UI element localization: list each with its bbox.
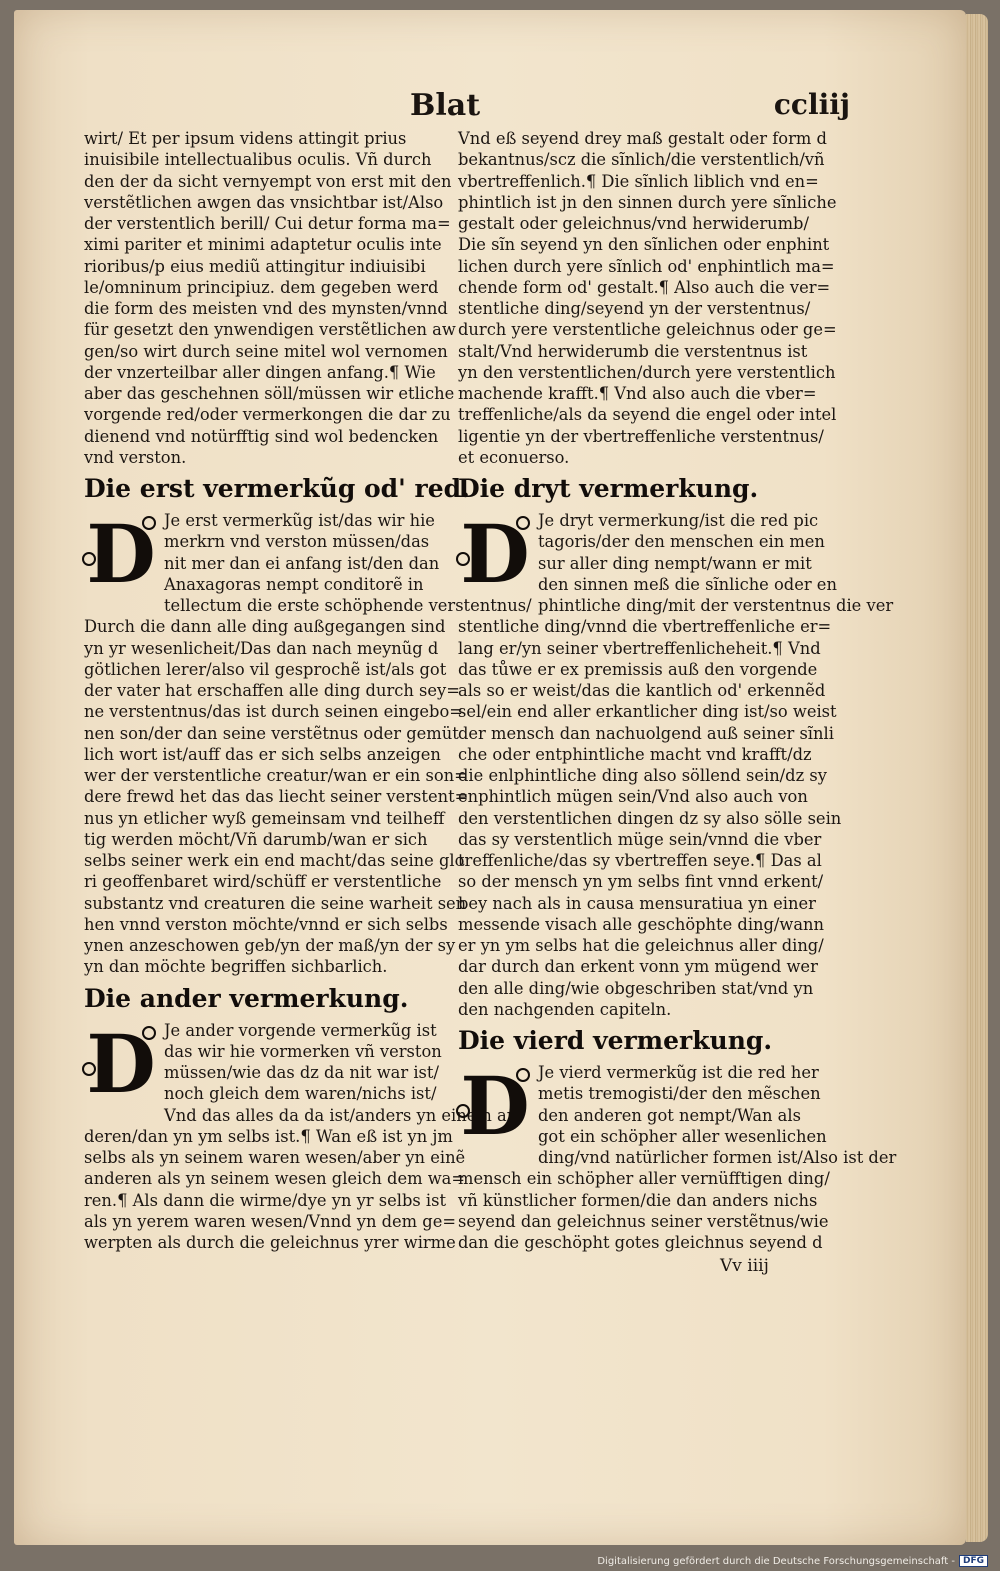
text-line: Je vierd vermerkũg ist die red her	[538, 1063, 819, 1082]
text-line: gestalt oder geleichnus/vnd herwiderumb/	[458, 214, 809, 233]
text-line: Je ander vorgende vermerkũg ist	[164, 1020, 437, 1040]
text-line: verstẽtlichen awgen das vnsichtbar ist/Also	[84, 192, 444, 212]
text-line: rioribus/p eius mediũ attingitur indiuisibi	[84, 256, 426, 276]
text-line: stalt/Vnd herwiderumb die verstentnus ist	[458, 341, 808, 361]
text-line: lich wort ist/auff das er sich selbs anzeigen	[84, 744, 441, 764]
text-line: treffenliche/das sy vbertreffen seye.¶ Das al	[458, 851, 822, 870]
credit-text: Digitalisierung gefördert durch die Deutsche Forschungsgemeinschaft -	[597, 1555, 955, 1567]
text-line: ren.¶ Als dann die wirme/dye yn yr selbs ist	[84, 1190, 447, 1210]
text-line: wer der verstentliche creatur/wan er ein son=	[84, 766, 468, 785]
text-line: götlichen lerer/also vil gesprochẽ ist/als got	[84, 659, 447, 679]
text-line: deren/dan yn ym selbs ist.¶ Wan eß ist yn jm	[84, 1126, 453, 1146]
text-line: den sinnen meß die sĩnliche oder en	[538, 574, 837, 594]
text-line: Je dryt vermerkung/ist die red pic	[538, 511, 819, 530]
text-line: als so er weist/das die kantlich od' erkennẽd	[458, 681, 826, 700]
text-line: noch gleich dem waren/nichs ist/	[164, 1084, 437, 1104]
text-line: nen son/der dan seine verstẽtnus oder gemüt	[84, 723, 459, 743]
text-line: vorgende red/oder vermerkongen die dar zu	[84, 405, 451, 425]
text-line: dar durch dan erkent vonn ym mügend wer	[458, 957, 818, 977]
decorated-initial: D	[458, 1064, 532, 1148]
text-line: inuisibile intellectualibus oculis. Vñ durch	[84, 150, 432, 170]
text-line: Vnd eß seyend drey maß gestalt oder form d	[458, 129, 827, 148]
text-line: phintlich ist jn den sinnen durch yere sĩnliche	[458, 192, 837, 212]
text-line: sel/ein end aller erkantlicher ding ist/so weist	[458, 702, 837, 722]
text-line: bekantnus/scz die sĩnlich/die verstentlich/vñ	[458, 150, 825, 170]
text-line: ne verstentnus/das ist durch seinen eingebo=	[84, 702, 463, 722]
text-line: durch yere verstentliche geleichnus oder ge=	[458, 320, 837, 340]
text-line: merkrn vnd verston müssen/das	[164, 532, 430, 552]
text-line: der vnzerteilbar aller dingen anfang.¶ Wie	[84, 362, 436, 382]
text-line: den alle ding/wie obgeschriben stat/vnd yn	[458, 978, 814, 998]
text-line: Durch die dann alle ding außgegangen sind	[84, 617, 446, 637]
text-line: messende visach alle geschöphte ding/wann	[458, 914, 825, 934]
text-line: lichen durch yere sĩnlich od' enphintlich ma=	[458, 256, 835, 276]
dfg-logo: DFG	[959, 1555, 988, 1567]
text-line: den verstentlichen dingen dz sy also sölle sein	[458, 808, 842, 828]
right-intro-text	[458, 128, 837, 468]
text-line: stentliche ding/seyend yn der verstentnus/	[458, 299, 811, 318]
page-edge	[966, 14, 988, 1542]
text-line: ximi pariter et minimi adaptetur oculis inte	[84, 235, 442, 255]
text-line: treffenliche/als da seyend die engel oder intel	[458, 405, 837, 425]
section-heading-3: Die dryt vermerkung.	[458, 474, 759, 503]
text-line: müssen/wie das dz da nit war ist/	[164, 1063, 439, 1082]
text-line: der mensch dan nachuolgend auß seiner sĩnli	[458, 723, 834, 743]
text-line: stentliche ding/vnnd die vbertreffenliche er=	[458, 617, 832, 637]
text-line: gen/so wirt durch seine mitel wol vernomen	[84, 341, 448, 361]
text-line: ri geoffenbaret wird/schüff er verstentliche	[84, 872, 442, 892]
section-heading-1: Die erst vermerkũg od' red.	[84, 474, 470, 503]
text-line: Die sĩn seyend yn den sĩnlichen oder enphint	[458, 235, 830, 255]
text-line: got ein schöpher aller wesenlichen	[538, 1126, 827, 1146]
text-line: den nachgenden capiteln.	[458, 999, 672, 1019]
text-line: enphintlich mügen sein/Vnd also auch von	[458, 787, 808, 807]
text-line: das tůwe er ex premissis auß den vorgende	[458, 659, 818, 679]
section-2-body	[84, 1016, 518, 1254]
section-heading-2: Die ander vermerkung.	[84, 983, 409, 1013]
text-line: hen vnnd verston möchte/vnnd er sich selbs	[84, 914, 448, 934]
text-line: substantz vnd creaturen die seine warheit sen	[84, 893, 467, 913]
text-line: ynen anzeschowen geb/yn der maß/yn der sy	[84, 936, 456, 955]
text-line: so der mensch yn ym selbs fint vnnd erkent/	[458, 872, 824, 892]
text-line: bey nach als in causa mensuratiua yn einer	[458, 893, 816, 913]
text-line: den der da sicht vernyempt von erst mit den	[84, 171, 452, 191]
text-line: et econuerso.	[458, 447, 570, 467]
left-intro-text	[84, 128, 456, 468]
text-line: le/omninum principiuz. dem gegeben werd	[84, 277, 439, 297]
folio-number: ccliij	[773, 88, 850, 121]
text-line: tagoris/der den menschen ein men	[538, 532, 825, 552]
text-line: che oder entphintliche macht vnd krafft/dz	[458, 744, 812, 764]
text-line: vnd verston.	[84, 447, 187, 467]
text-line: Vnd das alles da da ist/anders yn einem an	[164, 1105, 518, 1125]
text-line: tig werden möcht/Vñ darumb/wan er sich	[84, 829, 428, 849]
text-line: dienend vnd notürfftig sind wol bedencken	[84, 426, 439, 446]
text-line: der vater hat erschaffen alle ding durch sey=	[84, 681, 460, 700]
text-line: den anderen got nempt/Wan als	[538, 1105, 801, 1125]
section-heading-4: Die vierd vermerkung.	[458, 1026, 773, 1055]
text-line: yn dan möchte begriffen sichbarlich.	[84, 957, 388, 977]
text-line: seyend dan geleichnus seiner verstẽtnus/wie	[458, 1211, 829, 1231]
text-line: chende form od' gestalt.¶ Also auch die ver=	[458, 277, 831, 297]
text-line: für gesetzt den ynwendigen verstẽtlichen aw	[84, 320, 456, 340]
digitization-credit	[597, 1555, 988, 1567]
right-column	[458, 128, 897, 1253]
text-line: phintliche ding/mit der verstentnus die ver	[538, 596, 894, 615]
text-line: mensch ein schöpher aller vernüfftigen ding/	[458, 1169, 830, 1189]
text-line: der verstentlich berill/ Cui detur forma ma=	[84, 214, 451, 233]
section-4-body	[458, 1059, 897, 1253]
text-line: Anaxagoras nempt conditorẽ in	[164, 574, 424, 594]
text-line: wirt/ Et per ipsum videns attingit prius	[84, 129, 407, 148]
text-line: selbs seiner werk ein end macht/das seine glo	[84, 851, 465, 870]
text-line: machende krafft.¶ Vnd also auch die vber=	[458, 384, 817, 403]
text-line: als yn yerem waren wesen/Vnnd yn dem ge=	[84, 1211, 456, 1231]
text-line: sur aller ding nempt/wann er mit	[538, 553, 812, 573]
decorated-initial: D	[458, 512, 532, 596]
text-line: dere frewd het das das liecht seiner verstent=	[84, 787, 469, 807]
text-line: tellectum die erste schöphende verstentnus/	[164, 596, 532, 615]
text-line: selbs als yn seinem waren wesen/aber yn einẽ	[84, 1148, 466, 1167]
text-line: yn den verstentlichen/durch yere verstentlich	[458, 362, 836, 382]
text-line: aber das geschehnen söll/müssen wir etliche	[84, 384, 455, 403]
text-line: anderen als yn seinem wesen gleich dem wa=	[84, 1169, 465, 1189]
section-1-body	[84, 507, 532, 978]
text-line: das wir hie vormerken vñ verston	[164, 1041, 442, 1061]
decorated-initial: D	[84, 1022, 158, 1106]
text-line: nit mer dan ei anfang ist/den dan	[164, 553, 440, 573]
text-line: werpten als durch die geleichnus yrer wirme	[84, 1233, 456, 1252]
text-line: das sy verstentlich müge sein/vnnd die vber	[458, 829, 822, 849]
text-line: ligentie yn der vbertreffenliche verstentnus/	[458, 426, 824, 446]
text-line: die enlphintliche ding also söllend sein/dz sy	[458, 766, 827, 785]
text-line: yn yr wesenlicheit/Das dan nach meynũg d	[84, 638, 439, 658]
text-line: vñ künstlicher formen/die dan anders nichs	[458, 1190, 818, 1210]
catchword-signature: Vv iiij	[720, 1256, 769, 1276]
text-line: ding/vnd natürlicher formen ist/Also ist der	[538, 1148, 897, 1167]
text-line: die form des meisten vnd des mynsten/vnnd	[84, 299, 448, 318]
section-3-body	[458, 507, 894, 1020]
text-line: lang er/yn seiner vbertreffenlicheheit.¶ Vnd	[458, 638, 821, 658]
text-line: er yn ym selbs hat die geleichnus aller ding/	[458, 936, 824, 955]
header-title: Blat	[410, 88, 481, 123]
text-line: metis tremogisti/der den mẽschen	[538, 1084, 821, 1104]
text-line: dan die geschöpht gotes gleichnus seyend d	[458, 1233, 823, 1252]
decorated-initial: D	[84, 512, 158, 596]
text-line: nus yn etlicher wyß gemeinsam vnd teilheff	[84, 808, 445, 828]
text-line: vbertreffenlich.¶ Die sĩnlich liblich vnd en=	[458, 171, 819, 191]
text-line: Je erst vermerkũg ist/das wir hie	[164, 511, 435, 530]
